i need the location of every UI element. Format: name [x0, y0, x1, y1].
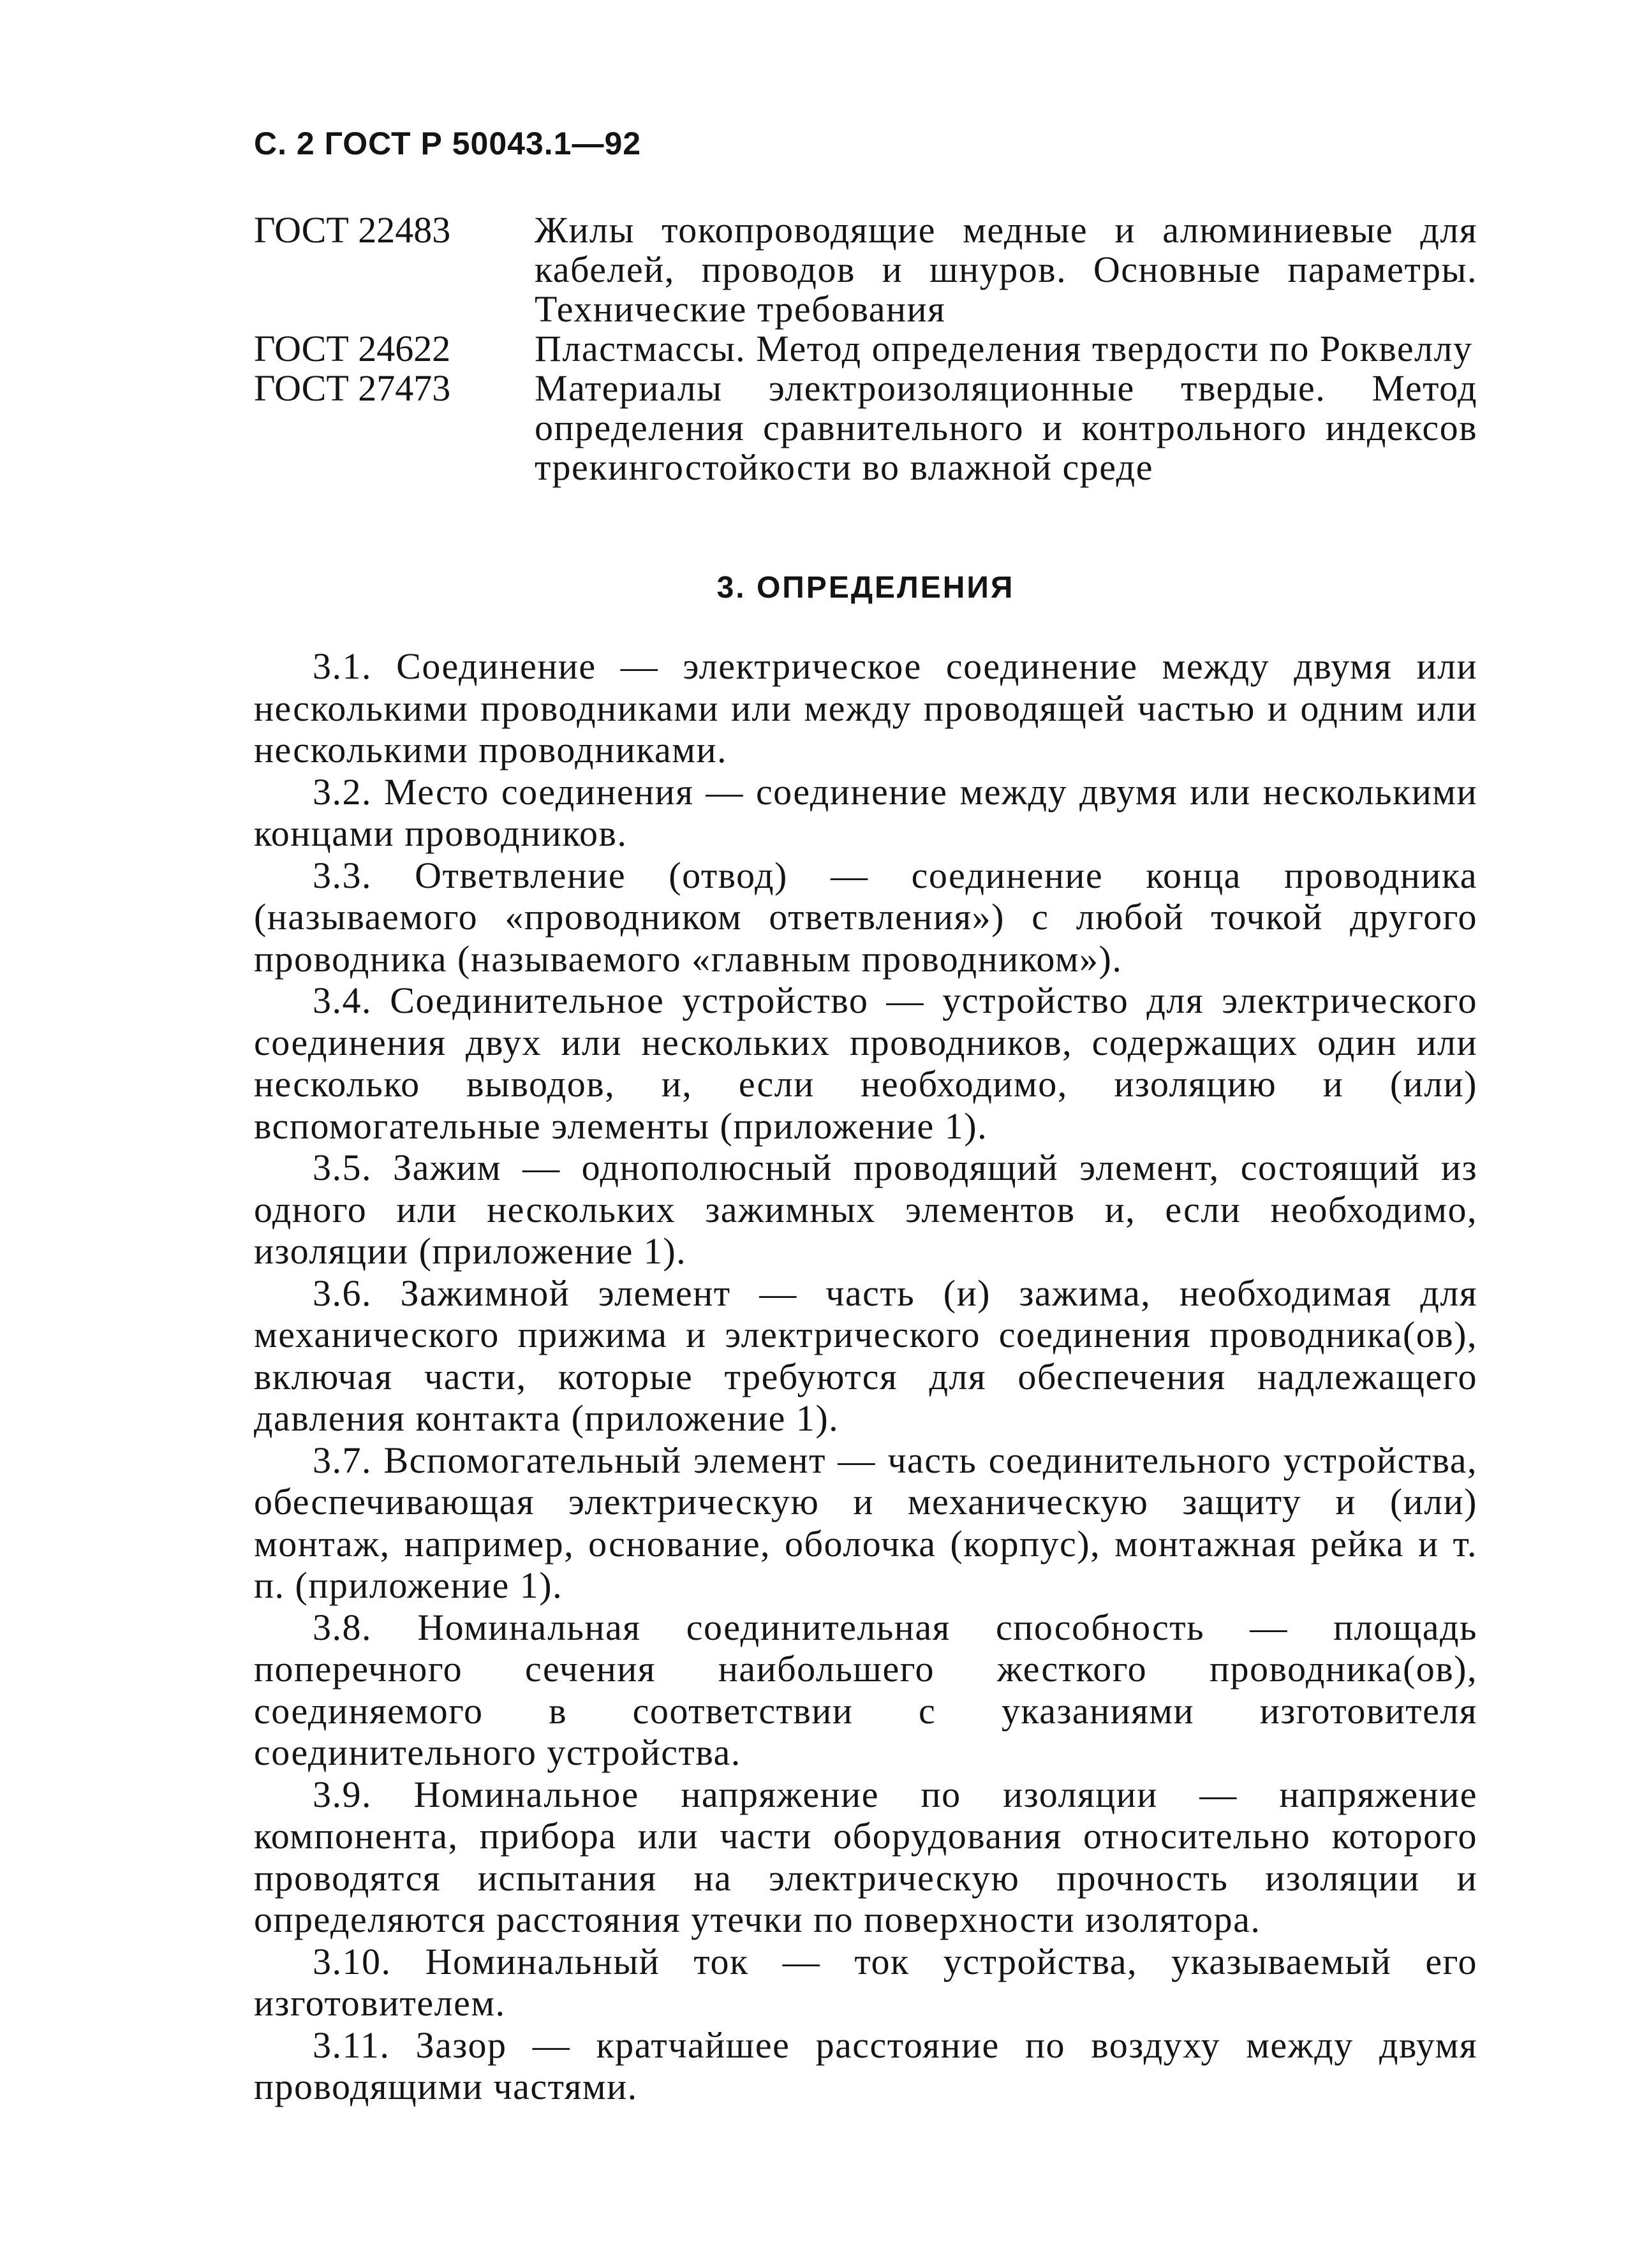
definitions-list	[254, 645, 1477, 2108]
reference-row	[254, 329, 1477, 369]
reference-row	[254, 369, 1477, 487]
definition-paragraph: 3.6. Зажимной элемент — часть (и) зажима, необходимая для механического прижима и электрического соединения проводника(ов), включая части, которые требуются для обеспечения надлежащего давления контакта (приложение 1).	[254, 1272, 1477, 1439]
definition-paragraph: 3.4. Соединительное устройство — устройство для электрического соединения двух или нескольких проводников, содержащих один или несколько выводов, и, если необходимо, изоляцию и (или) вспомогательные элементы (приложение 1).	[254, 980, 1477, 1147]
standards-reference-list	[254, 210, 1477, 487]
reference-title: Материалы электроизоляционные твердые. Метод определения сравнительного и контрольного индексов трекингостойкости во влажной среде	[535, 367, 1477, 488]
definition-paragraph: 3.2. Место соединения — соединение между двумя или несколькими концами проводников.	[254, 770, 1477, 854]
definition-paragraph: 3.3. Ответвление (отвод) — соединение конца проводника (называемого «проводником ответвления») с любой точкой другого проводника (называемого «главным проводником»).	[254, 854, 1477, 980]
reference-title: Пластмассы. Метод определения твердости по Роквеллу	[535, 328, 1473, 369]
section-heading: 3. ОПРЕДЕЛЕНИЯ	[716, 571, 1015, 605]
reference-code: ГОСТ 22483	[254, 209, 451, 251]
definition-paragraph: 3.8. Номинальная соединительная способность — площадь поперечного сечения наибольшего жесткого проводника(ов), соединяемого в соответствии с указаниями изготовителя соединительного устройства.	[254, 1606, 1477, 1773]
reference-code: ГОСТ 24622	[254, 328, 451, 369]
page-header: С. 2 ГОСТ Р 50043.1—92	[254, 126, 642, 161]
definition-paragraph: 3.10. Номинальный ток — ток устройства, указываемый его изготовителем.	[254, 1940, 1477, 2024]
definition-paragraph: 3.11. Зазор — кратчайшее расстояние по воздуху между двумя проводящими частями.	[254, 2024, 1477, 2107]
reference-code: ГОСТ 27473	[254, 367, 451, 409]
reference-title: Жилы токопроводящие медные и алюминиевые для кабелей, проводов и шнуров. Основные параметры. Технические требования	[535, 209, 1477, 330]
definition-paragraph: 3.7. Вспомогательный элемент — часть соединительного устройства, обеспечивающая электрическую и механическую защиту и (или) монтаж, например, основание, оболочка (корпус), монтажная рейка и т. п. (приложение 1).	[254, 1439, 1477, 1606]
reference-row	[254, 210, 1477, 329]
definition-paragraph: 3.1. Соединение — электрическое соединение между двумя или несколькими проводниками или между проводящей частью и одним или несколькими проводниками.	[254, 645, 1477, 770]
definition-paragraph: 3.9. Номинальное напряжение по изоляции — напряжение компонента, прибора или части оборудования относительно которого проводятся испытания на электрическую прочность изоляции и определяются расстояния утечки по поверхности изолятора.	[254, 1773, 1477, 1940]
definition-paragraph: 3.5. Зажим — однополюсный проводящий элемент, состоящий из одного или нескольких зажимных элементов и, если необходимо, изоляции (приложение 1).	[254, 1147, 1477, 1272]
